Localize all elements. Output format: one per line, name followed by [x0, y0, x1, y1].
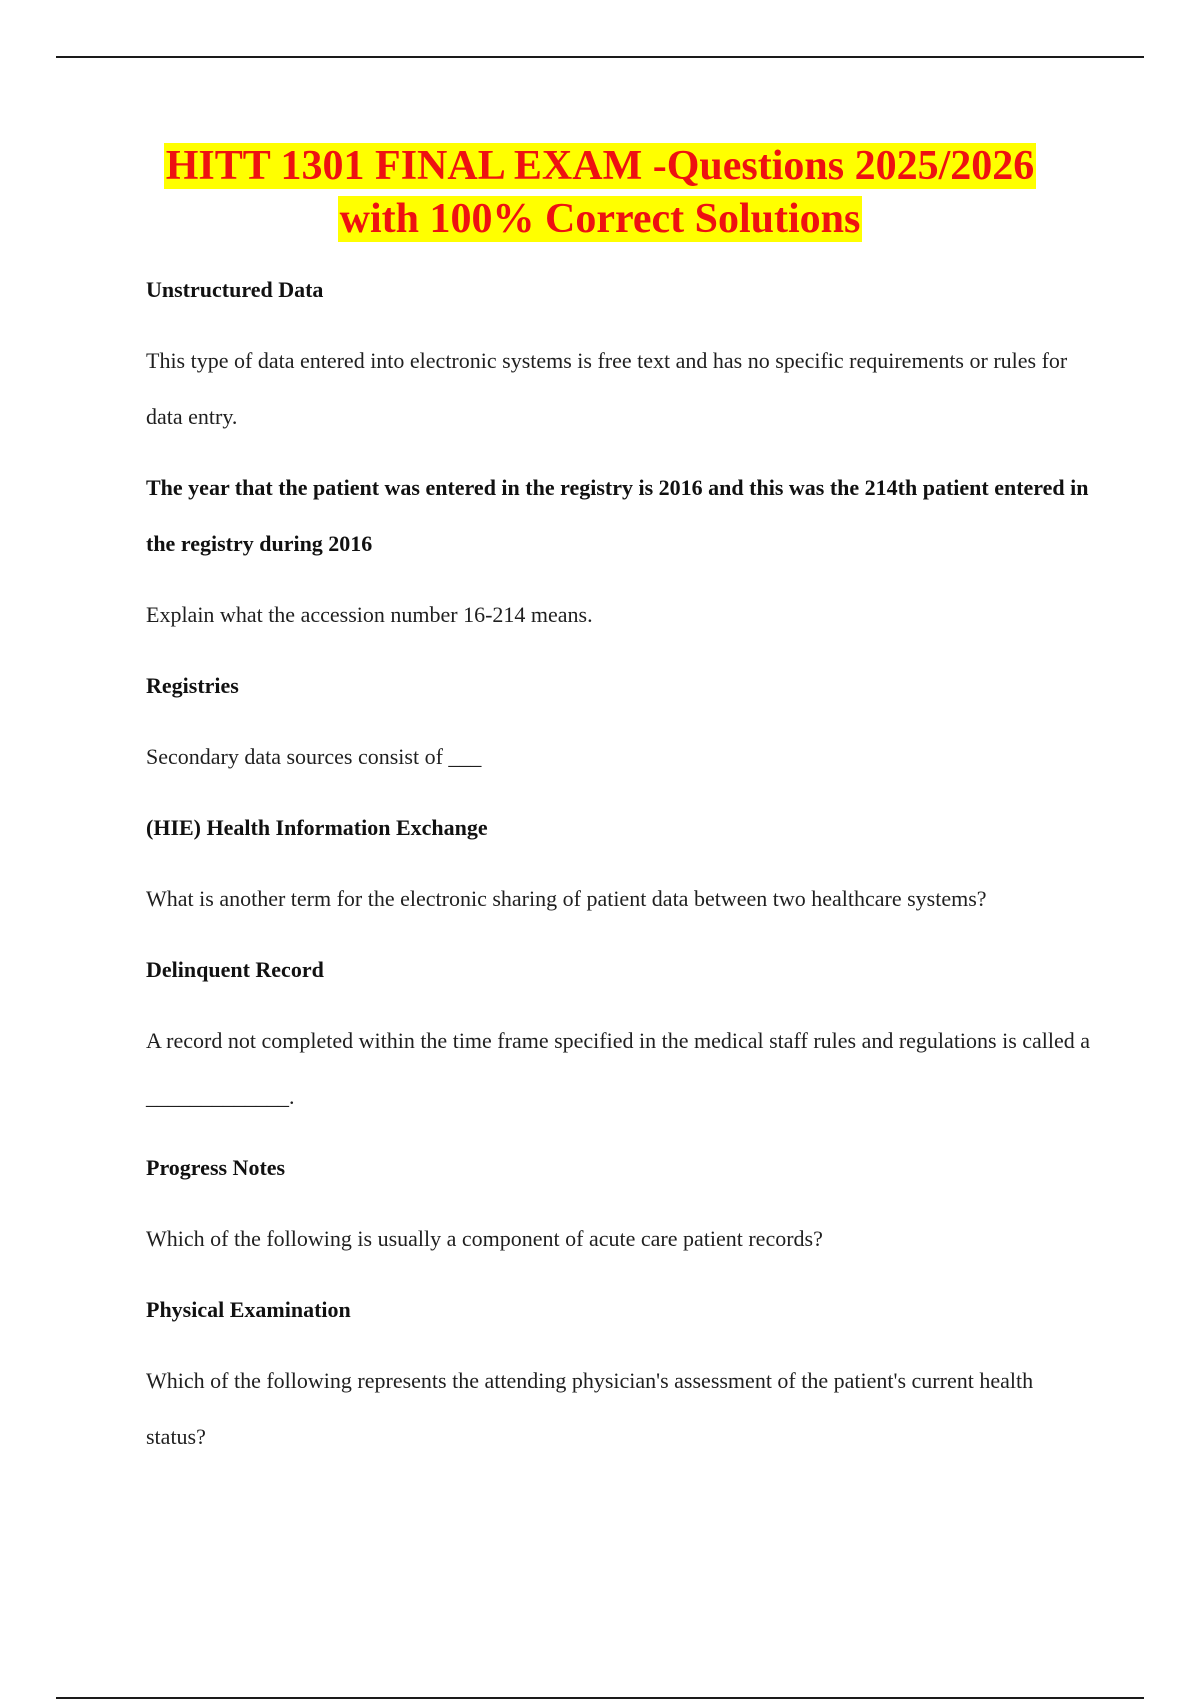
answer-text: Delinquent Record: [146, 957, 324, 982]
question-text: Secondary data sources consist of ___: [146, 744, 482, 769]
qa-list: [146, 262, 1096, 1480]
qa-entry: [146, 262, 1096, 445]
qa-entry: [146, 1282, 1096, 1465]
answer-text: The year that the patient was entered in the registry is 2016 and this was the 214th patient entered in the registry during 2016: [146, 475, 1089, 556]
qa-entry: [146, 460, 1096, 643]
title-line-1: HITT 1301 FINAL EXAM -Questions 2025/2026: [165, 143, 1035, 189]
answer-text: Progress Notes: [146, 1155, 286, 1180]
answer-text: Unstructured Data: [146, 277, 324, 302]
answer-text: Registries: [146, 673, 239, 698]
footer-rule: [56, 1697, 1144, 1699]
answer-text: (HIE) Health Information Exchange: [146, 815, 488, 840]
title-line-2: with 100% Correct Solutions: [339, 196, 861, 242]
question-text: Which of the following is usually a component of acute care patient records?: [146, 1226, 823, 1251]
answer-text: Physical Examination: [146, 1297, 351, 1322]
question-text: Explain what the accession number 16-214 means.: [146, 602, 593, 627]
question-text: Which of the following represents the attending physician's assessment of the patient's current health status?: [146, 1368, 1034, 1449]
question-text: This type of data entered into electronic systems is free text and has no specific requirements or rules for data entry.: [146, 348, 1068, 429]
qa-entry: [146, 800, 1096, 927]
question-text: What is another term for the electronic sharing of patient data between two healthcare systems?: [146, 886, 987, 911]
question-text: A record not completed within the time frame specified in the medical staff rules and regulations is called a _____________.: [146, 1028, 1091, 1109]
qa-entry: [146, 658, 1096, 785]
document-title: [0, 140, 1200, 246]
header-rule: [56, 56, 1144, 58]
qa-entry: [146, 942, 1096, 1125]
qa-entry: [146, 1140, 1096, 1267]
